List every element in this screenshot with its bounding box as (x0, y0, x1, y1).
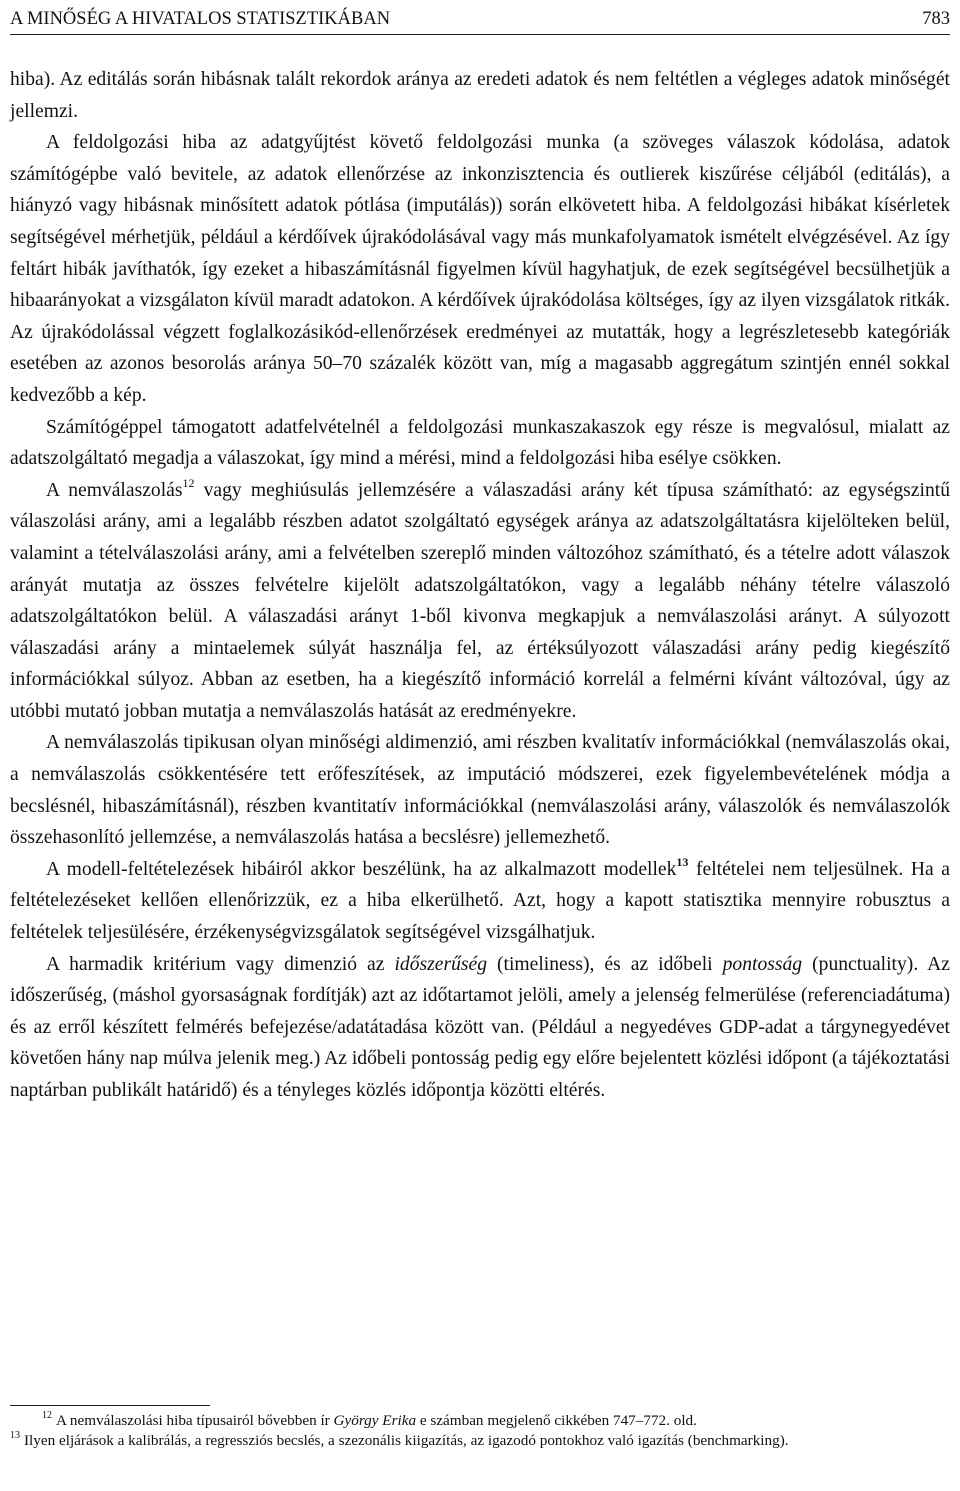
text-span: A harmadik kritérium vagy dimenzió az (46, 953, 395, 975)
footnote-mark: 12 (42, 1410, 52, 1421)
paragraph: Számítógéppel támogatott adatfelvételnél a feldolgozási munkaszakaszok egy része is megvalósul, mialatt az adatszolgáltató megadja a válaszokat, így mind a mérési, mind a feldolgozási hiba esélye csökken. (10, 416, 950, 470)
footnote-text: Ilyen eljárások a kalibrálás, a regressziós becslés, a szezonális kiigazítás, az igazodó pontokhoz való igazítás (benchmarking). (24, 1432, 789, 1449)
footnotes (10, 1411, 950, 1451)
text-span: (timeliness), és az időbeli (487, 953, 723, 975)
paragraph (10, 949, 950, 1107)
footnote-author: György Erika (333, 1412, 417, 1429)
footnote-ref-13[interactable]: 13 (676, 854, 689, 869)
paragraph: A feldolgozási hiba az adatgyűjtést követő feldolgozási munka (a szöveges válaszok kódolása, adatok számítógépbe való bevitele, az adatok ellenőrzése az inkonzisztencia és outlierek kiszűrése céljából (editálás), a hiányzó vagy hibásnak minősített adatok pótlása (imputálás)) során elkövetett hiba. A feldolgozási hibákat kísérletek segítségével mérhetjük, például a kérdőívek újrakódolásával vagy más munkafolyamatok ismételt elvégzésével. Az így feltárt hibák javíthatók, így ezeket a hibaszámításnál figyelmen kívül hagyhatjuk, de ezek segítségével becsülhetjük a hibaarányokat a vizsgálaton kívül maradt adatokon. A kérdőívek újrakódolása költséges, így az ilyen vizsgálatok ritkák. Az újrakódolással végzett foglalkozásikód-ellenőrzések eredményei az mutatták, hogy a legrészletesebb kategóriák esetében az azonos besorolás aránya 50–70 százalék között van, míg a magasabb aggregátum szintjén ennél sokkal kedvezőbb a kép. (10, 132, 950, 406)
footnote-ref-12[interactable]: 12 (182, 475, 195, 490)
paragraph (10, 475, 950, 728)
body-text (10, 64, 950, 1107)
footnote-text: A nemválaszolási hiba típusairól bővebben ír (56, 1412, 334, 1429)
running-header (10, 4, 950, 35)
term-italic: időszerűség (394, 953, 487, 975)
page-number: 783 (922, 9, 950, 29)
footnote-mark: 13 (10, 1430, 20, 1441)
footnote-text: e számban megjelenő cikkében 747–772. old. (416, 1412, 697, 1429)
text-span: A modell-feltételezések hibáiról akkor beszélünk, ha az alkalmazott modellek (46, 858, 677, 880)
paragraph: A nemválaszolás tipikusan olyan minőségi aldimenzió, ami részben kvalitatív információkkal (nemválaszolás okai, a nemválaszolás csökkentésére tett erőfeszítések, az imputáció módszerei, ezek figyelembevételének módja a becslésnél, hibaszámításnál), részben kvantitatív információkkal (nemválaszolási arány, válaszolók és nemválaszolók összehasonlító jellemzése, a nemválaszolás hatása a becslésre) jellemezhető. (10, 732, 950, 849)
footnote-13 (10, 1431, 950, 1451)
footnote-separator (10, 1405, 210, 1406)
text-span: vagy meghiúsulás jellemzésére a válaszadási arány két típusa számítható: az egységszintű válaszolási arány, ami a legalább részben adatot szolgáltató egységek aránya az adatszolgáltatásra kijelölteken belül, valamint a tételválaszolási arány, ami a felvételben szereplő minden változóhoz számítható, és a tételre adott válaszok arányát mutatja az összes felvételre kijelölt adatszolgáltatókon, vagy a legalább néhány tételre válaszoló adatszolgáltatókon belül. A válaszadási arányt 1-ből kivonva megkapjuk a nemválaszolási arányt. A súlyozott válaszadási arány a mintaelemek súlyát használja fel, az értéksúlyozott válaszadási arány pedig kiegészítő információkkal súlyoz. Abban az esetben, ha a kiegészítő információ korrelál a felmérni kívánt változóval, úgy az utóbbi mutató jobban mutatja a nemválaszolás hatását az eredményekre. (10, 479, 950, 722)
text-span: (punctuality). Az időszerűség, (máshol gyorsaságnak fordítják) azt az időtartamot jelöli, amely a jelenség felmerülése (referenciadátuma) és az erről készített felmérés befejezése/adatátadása között van. (Például a negyedéves GDP-adat a tárgynegyedévet követően hány nap múlva jelenik meg.) Az időbeli pontosság pedig egy előre bejelentett közlési időpont (a tájékoztatási naptárban publikált határidő) és a tényleges közlés időpontja közötti eltérés. (10, 953, 951, 1101)
text-span: feltételei nem teljesülnek. Ha a feltételezéseket kellően ellenőrizzük, ez a hiba elkerülhető. Azt, hogy a kapott statisztika mennyire robusztus a feltételek teljesülésére, érzékenységvizsgálatok segítségével vizsgálhatjuk. (10, 858, 950, 944)
paragraph (10, 854, 950, 949)
term-italic: pontosság (722, 953, 803, 975)
running-title: A MINŐSÉG A HIVATALOS STATISZTIKÁBAN (10, 9, 391, 29)
footnote-12 (10, 1411, 950, 1431)
paragraph: hiba). Az editálás során hibásnak talált rekordok aránya az eredeti adatok és nem feltétlen a végleges adatok minőségét jellemzi. (10, 69, 950, 122)
text-span: A nemválaszolás (46, 479, 183, 501)
